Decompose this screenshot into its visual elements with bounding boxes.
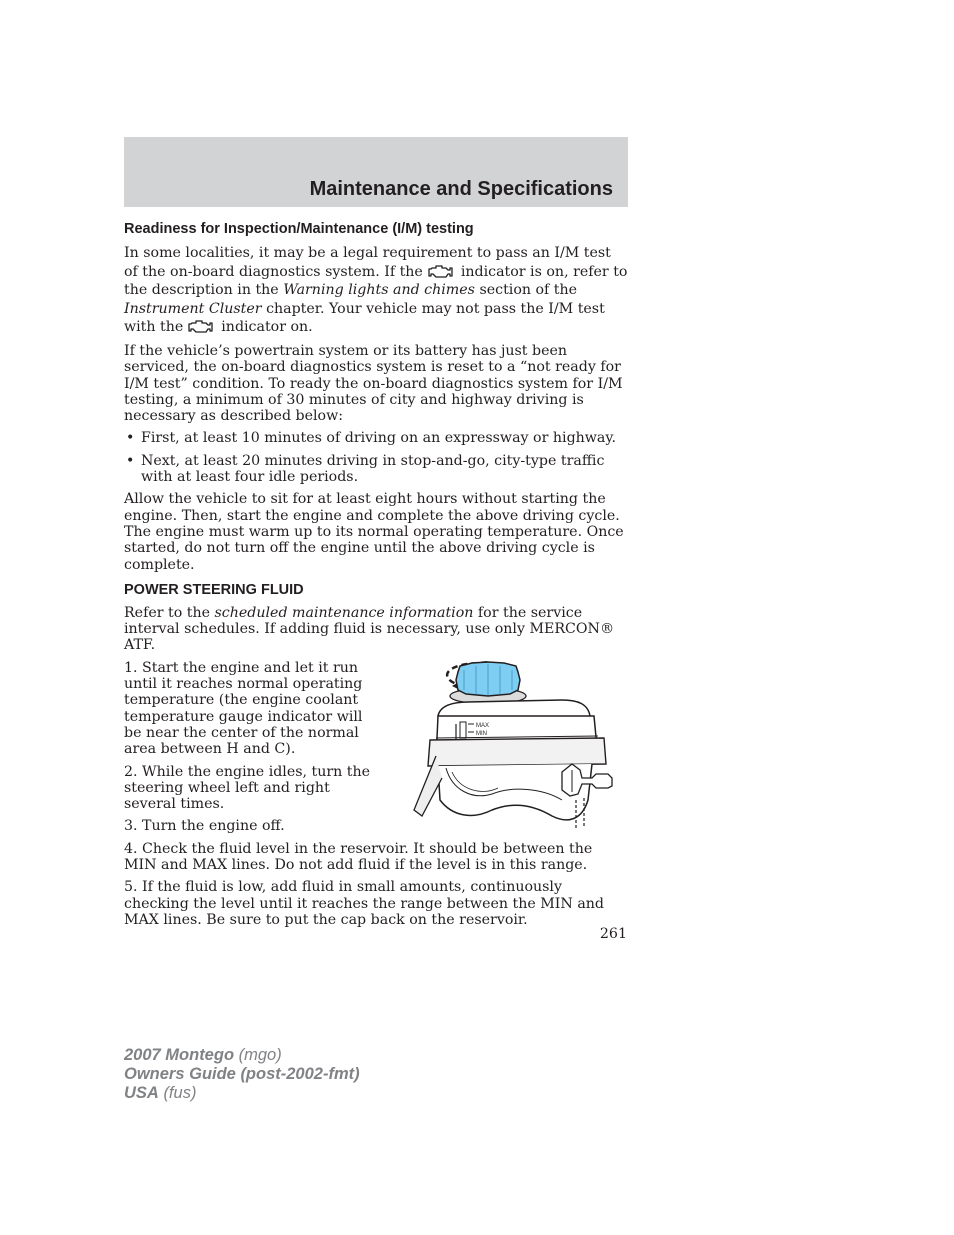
steps-left-column xyxy=(124,660,376,835)
warning-lights-ref: Warning lights and chimes xyxy=(283,282,475,299)
min-label: MIN xyxy=(476,730,487,737)
power-steering-heading: POWER STEERING FLUID xyxy=(124,581,304,598)
footer-line-2: Owners Guide (post-2002-fmt) xyxy=(124,1065,360,1083)
step-4: 4. Check the fluid level in the reservoir. It should be between the MIN and MAX lines. Do not add fluid if the level is in this range. xyxy=(124,840,593,873)
instrument-cluster-ref: Instrument Cluster xyxy=(124,300,262,317)
steps-with-illustration xyxy=(124,660,628,835)
step-3: 3. Turn the engine off. xyxy=(124,818,285,835)
list-item: • First, at least 10 minutes of driving on an expressway or highway. xyxy=(126,430,617,447)
step-1: 1. Start the engine and let it run until it reaches normal operating temperature (the engine coolant temperature gauge indicator will be near the center of the normal area between H and C). xyxy=(124,659,363,758)
readiness-paragraph-3: Allow the vehicle to sit for at least eight hours without starting the engine. Then, start the engine and complete the above driving cycle. The engine must warm up to its normal operating temperature. Once started, do not turn off the engine until the above driving cycle is complete. xyxy=(124,491,624,573)
footer-line-3: USA (fus) xyxy=(124,1084,197,1102)
readiness-paragraph-2: If the vehicle’s powertrain system or its battery has just been serviced, the on-board diagnostics system is reset to a “not ready for I/M test” condition. To ready the on-board diagnostics system for I/M testing, a minimum of 30 minutes of city and highway driving is necessary as described below: xyxy=(124,342,623,425)
maintenance-info-ref: scheduled maintenance information xyxy=(214,604,474,621)
max-label: MAX xyxy=(476,722,490,729)
power-steering-intro: Refer to the scheduled maintenance information for the service interval schedules. If adding fluid is necessary, use only MERCON® ATF. xyxy=(124,604,615,654)
readiness-heading: Readiness for Inspection/Maintenance (I/M) testing xyxy=(124,221,474,237)
footer-line-1: 2007 Montego (mgo) xyxy=(124,1046,282,1064)
readiness-paragraph-1: In some localities, it may be a legal requirement to pass an I/M test of the on-board diagnostics system. If the indicator is on, refer to the description in the Warning lights and chimes section of the Instrument Cluster chapter. Your vehicle may not pass the I/M test with the indicator on. xyxy=(124,245,628,336)
check-engine-icon xyxy=(427,263,455,279)
section-header-band xyxy=(124,137,628,207)
step-2: 2. While the engine idles, turn the steering wheel left and right several times. xyxy=(124,763,371,813)
section-title: Maintenance and Specifications xyxy=(309,178,613,200)
list-item: • Next, at least 20 minutes driving in stop-and-go, city-type traffic with at least four idle periods. xyxy=(126,452,605,486)
page-number: 261 xyxy=(599,926,627,942)
driving-cycle-list xyxy=(124,430,628,485)
power-steering-reservoir-illustration xyxy=(412,660,632,840)
check-engine-icon xyxy=(187,318,215,334)
step-5: 5. If the fluid is low, add fluid in small amounts, continuously checking the level until it reaches the range between the MIN and MAX lines. Be sure to put the cap back on the reservoir. xyxy=(124,879,604,928)
page-body xyxy=(124,220,628,934)
document-footer xyxy=(124,1046,360,1103)
